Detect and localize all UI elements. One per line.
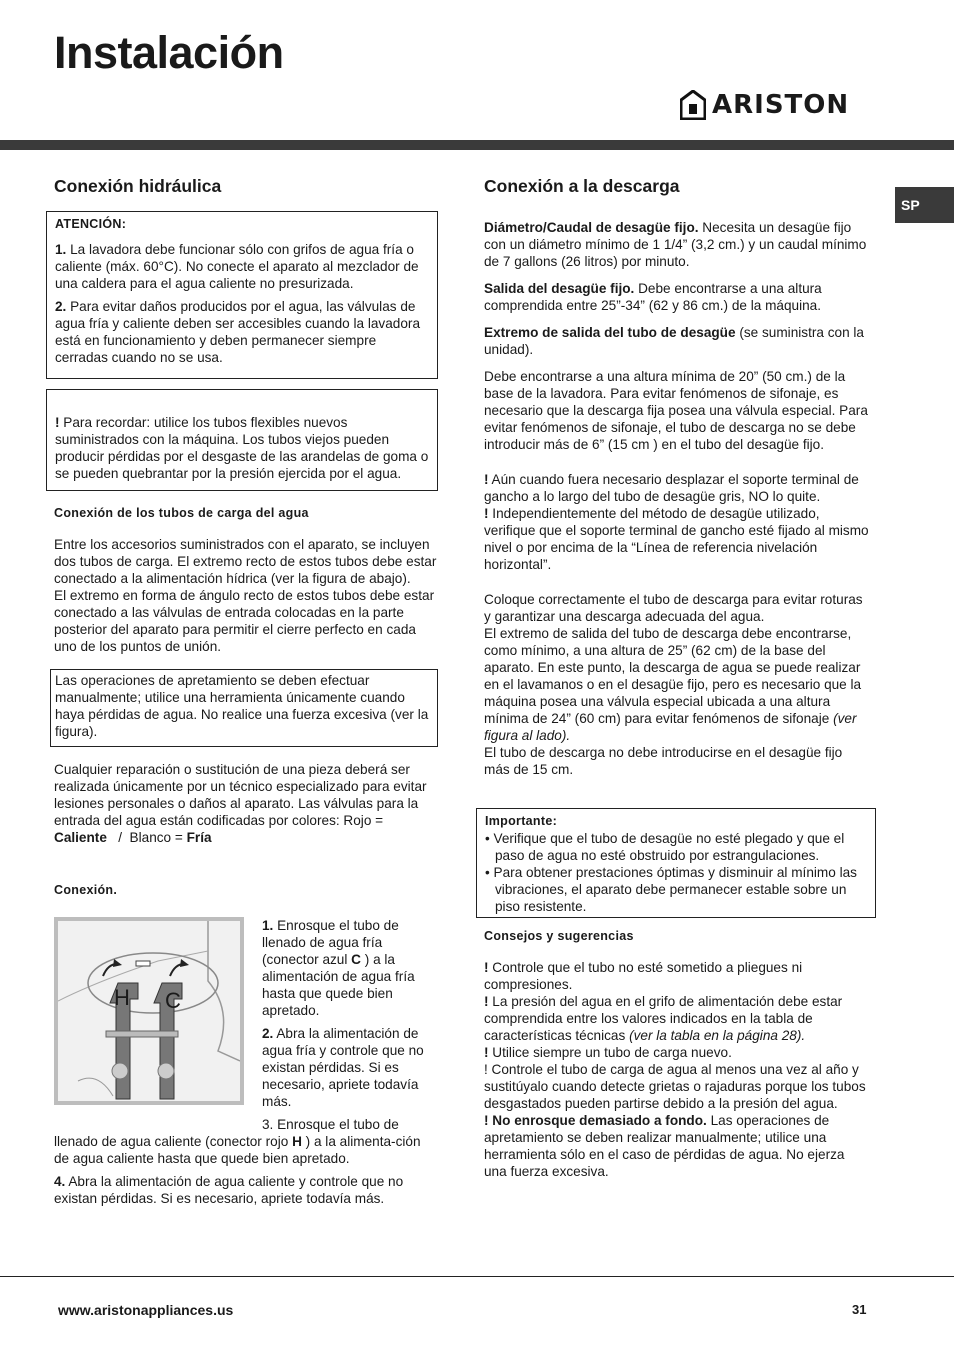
section-heading-hydraulic: Conexión hidráulica [54, 176, 222, 196]
right-column [484, 178, 870, 1180]
attention-box [46, 211, 438, 379]
tighten-box [50, 669, 438, 747]
hoses-paragraph-1: Entre los accesorios suministrados con el aparato, se incluyen dos tubos de carga. El extremo recto de estos tubos debe estar conectado a la alimentación hídrica (ver la figura de abajo). [54, 537, 437, 586]
reminder-text: ! Para recordar: utilice los tubos flexibles nuevos suministrados con la máquina. Los tubos viejos pueden producir pérdidas por el desgaste de las arandelas de goma o se pueden quebrantar por la presión ejercida por el agua. [55, 415, 429, 481]
reminder-box [46, 389, 438, 491]
fig-label-c: C [165, 988, 181, 1013]
language-tab: SP [895, 187, 954, 223]
placement-paragraph-3: El tubo de descarga no debe introducirse en el desagüe fijo más de 15 cm. [484, 745, 843, 777]
brand-name: ARISTON [712, 90, 850, 120]
left-column [54, 178, 438, 1207]
fig-label-h: H [114, 985, 130, 1010]
attention-item-2: 2. Para evitar daños producidos por el agua, las válvulas de agua fría y caliente deben ser accesibles cuando la lavadora está en funcionamiento y deben permanecer siempre cerradas cuando no se usa. [55, 299, 421, 365]
connection-heading: Conexión. [54, 883, 118, 897]
tip-5: ! No enrosque demasiado a fondo. Las operaciones de apretamiento se deben realizar manualmente; utilice una herramienta sólo en el caso de pérdidas de agua. No ejerza una fuerza excesiva. [484, 1113, 845, 1179]
step-4: 4. Abra la alimentación de agua caliente y controle que no existan pérdidas. Si es necesario, apriete todavía más. [54, 1174, 404, 1206]
footer-url[interactable]: www.aristonappliances.us [58, 1302, 234, 1318]
step-3-start: 3. Enrosque el tubo de [262, 1117, 399, 1132]
drain-warning-2: ! Independientemente del método de desagüe utilizado, verifique que el soporte terminal de gancho esté fijado al mismo nivel o por encima de la “Línea de referencia nivelación horizontal”. [484, 506, 869, 572]
tip-1: ! Controle que el tubo no esté sometido a pliegues ni compresiones. [484, 960, 803, 992]
important-bullet-2: • Para obtener prestaciones óptimas y disminuir al mínimo las vibraciones, el aparato debe permanecer estable sobre un piso resistente. [485, 865, 857, 914]
footer-divider [0, 1276, 954, 1277]
tip-3: ! Utilice siempre un tubo de carga nuevo. [484, 1045, 732, 1060]
attention-label: ATENCIÓN: [55, 217, 127, 231]
drain-outlet: Salida del desagüe fijo. Debe encontrarse a una altura comprendida entre 25”-34” (62 y 86 cm.) de la máquina. [484, 281, 822, 313]
drain-diameter: Diámetro/Caudal de desagüe fijo. Necesita un desagüe fijo con un diámetro mínimo de 1 1/4” (3,2 cm.) y un caudal mínimo de 7 gallons (26 litros) por minuto. [484, 220, 867, 269]
page-number: 31 [852, 1302, 867, 1317]
step-2: 2. Abra la alimentación de agua fría y controle que no existan pérdidas. Si es necesario, apriete todavía más. [262, 1026, 424, 1109]
placement-paragraph-2: El extremo de salida del tubo de descarga debe encontrarse, como mínimo, a una altura de 25” (62 cm) de la base del aparato. En este punto, la descarga de agua se puede realizar en el lavamanos o en el desagüe fijo, pero es necesario que la máquina posea una válvula especial ubicada a una altura mínima de 24” (60 cm) para evitar fenómenos de sifonaje (ver figura al lado). [484, 626, 862, 743]
connection-steps [262, 917, 438, 1133]
page-title: Instalación [54, 27, 284, 78]
hoses-heading: Conexión de los tubos de carga del agua [54, 506, 309, 520]
header-bar [0, 140, 954, 150]
tips-heading: Consejos y sugerencias [484, 929, 634, 943]
placement-paragraph-1: Coloque correctamente el tubo de descarga para evitar roturas y garantizar una descarga adecuada del agua. [484, 592, 863, 624]
house-logo-icon [680, 90, 706, 120]
important-box [476, 808, 876, 918]
connection-figure-row [54, 917, 438, 1133]
section-heading-drain: Conexión a la descarga [484, 176, 680, 196]
drain-hose-end: Extremo de salida del tubo de desagüe (se suministra con la unidad). [484, 325, 864, 357]
step-1: 1. Enrosque el tubo de llenado de agua fría (conector azul C ) a la alimentación de agua fría hasta que quede bien apretado. [262, 918, 415, 1018]
attention-item-1: 1. La lavadora debe funcionar sólo con grifos de agua fría o caliente (máx. 60°C). No conecte el aparato al mezclador de una caldera para el agua caliente no presurizada. [55, 242, 419, 291]
ariston-logo [680, 90, 849, 120]
hoses-paragraph-2: El extremo en forma de ángulo recto de estos tubos debe estar conectado a las válvulas de entrada colocadas en la parte posterior del aparato para permitir el cierre perfecto en cada uno de los puntos de unión. [54, 588, 435, 654]
drain-warning-1: ! Aún cuando fuera necesario desplazar el soporte terminal de gancho a lo largo del tubo de desagüe gris, NO lo quite. [484, 472, 859, 504]
valve-illustration [58, 921, 240, 1101]
tighten-text: Las operaciones de apretamiento se deben efectuar manualmente; utilice una herramienta únicamente cuando haya pérdidas de agua. No realice una fuerza excesiva (ver la figura). [55, 673, 429, 739]
step-3-rest: llenado de agua caliente (conector rojo H ) a la alimenta-ción de agua caliente hasta que quede bien apretado. [54, 1134, 421, 1166]
important-bullet-1: • Verifique que el tubo de desagüe no esté plegado y que el paso de agua no esté obstruido por estrangulaciones. [485, 831, 845, 863]
repair-paragraph: Cualquier reparación o sustitución de una pieza deberá ser realizada únicamente por un técnico especializado para evitar lesiones personales o daños al aparato. Las válvulas para la entrada del agua están codificadas por colores: Rojo = Caliente / Blanco = Fría [54, 762, 427, 845]
hose-connection-figure [54, 917, 244, 1105]
important-label: Importante: [485, 814, 558, 828]
tip-2: ! La presión del agua en el grifo de alimentación debe estar comprendida entre los valores indicados en la tabla de características técnicas (ver la tabla en la página 28). [484, 994, 843, 1043]
drain-height-paragraph: Debe encontrarse a una altura mínima de 20” (50 cm.) de la base de la lavadora. Para evitar fenómenos de sifonaje, es necesario que la descarga fija posea una válvula especial. Para evitar fenómenos de sifonaje, el tubo de descarga no se debe introducir más de 6” (15 cm ) en el tubo del desagüe fijo. [484, 369, 868, 452]
tip-4: ! Controle el tubo de carga de agua al menos una vez al año y sustitúyalo cuando detecte grietas o rajaduras porque los tubos desgastados pueden partirse debido a la presión del agua. [484, 1062, 866, 1111]
